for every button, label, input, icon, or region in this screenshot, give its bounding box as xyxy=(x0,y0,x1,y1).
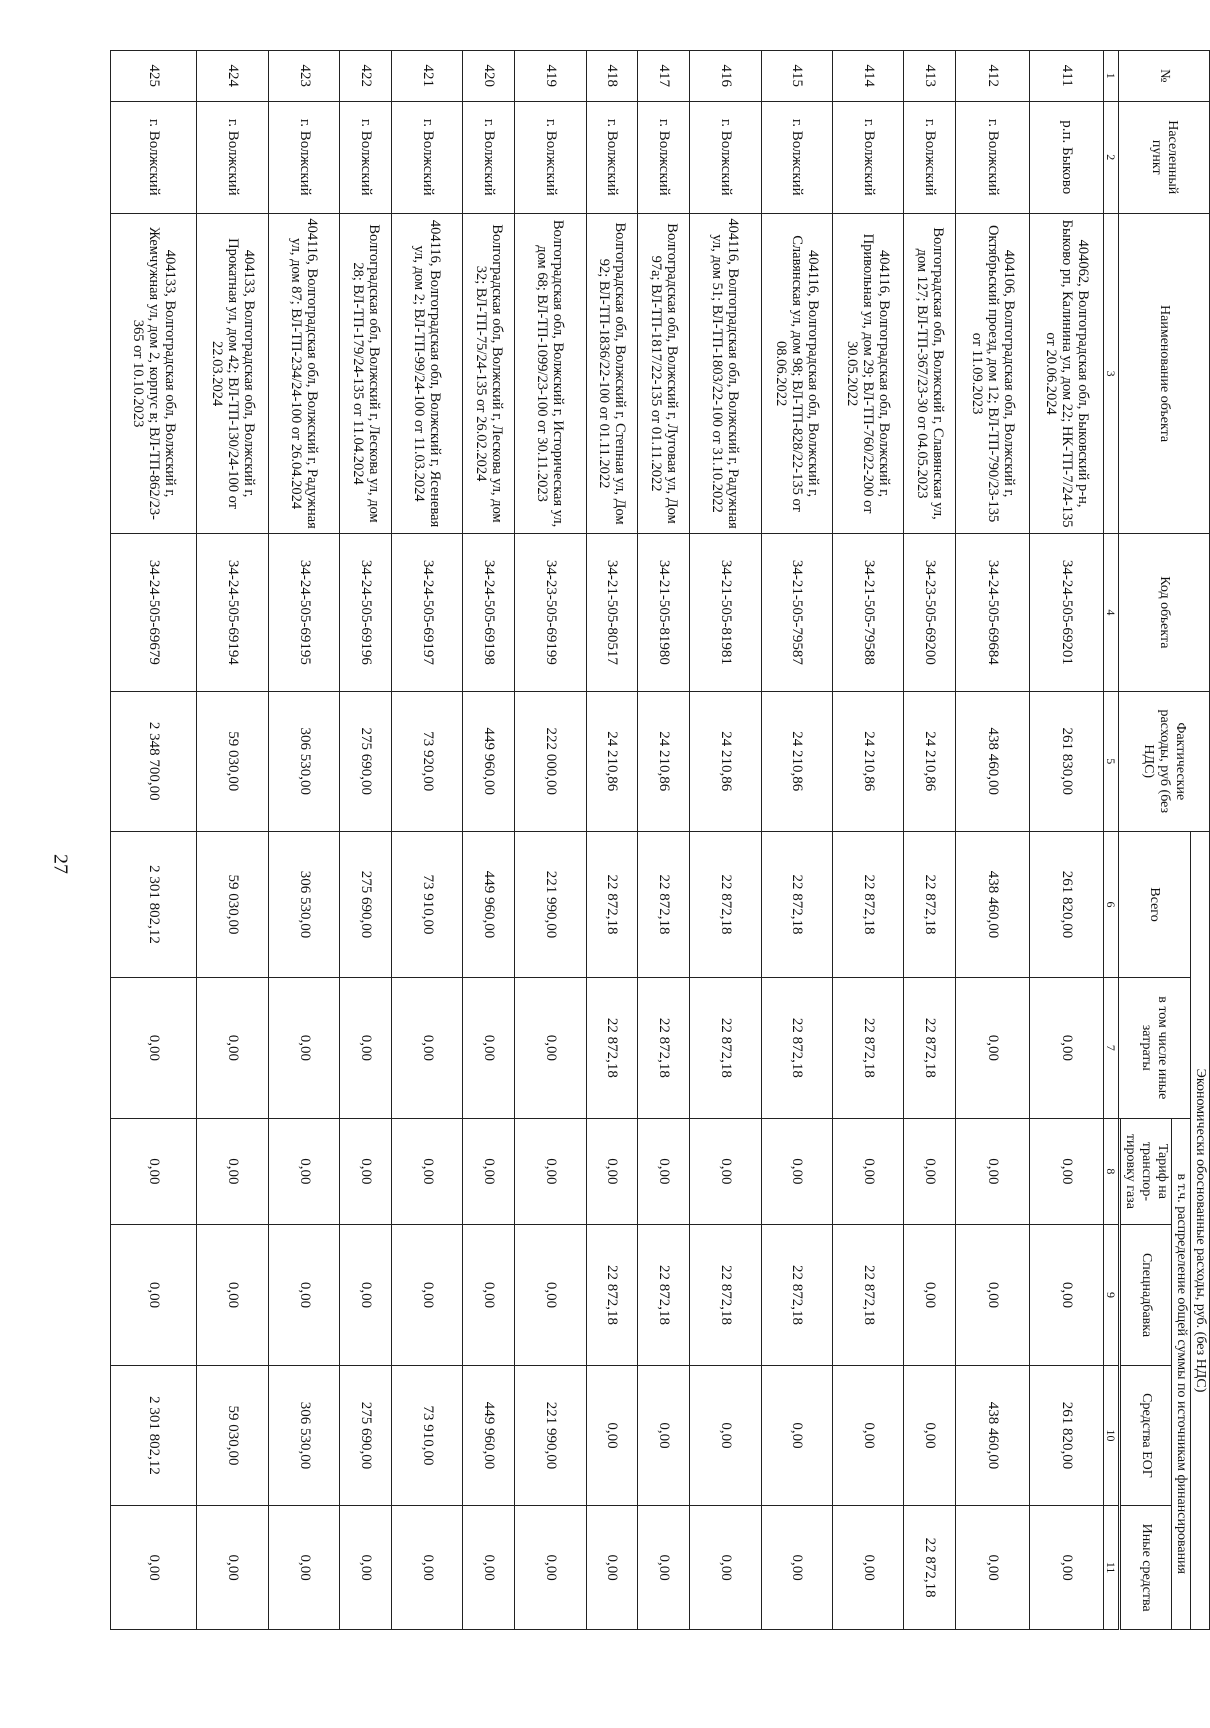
row-number: 411 xyxy=(1030,51,1104,102)
other-funds-cell: 0,00 xyxy=(111,1506,197,1630)
column-index-row xyxy=(1104,51,1119,1630)
eog-cell: 306 530,00 xyxy=(268,1365,339,1505)
table-row xyxy=(1030,51,1104,1630)
tariff-cell: 0,00 xyxy=(463,1118,515,1225)
other-funds-cell: 22 872,18 xyxy=(904,1506,956,1630)
row-number: 417 xyxy=(638,51,690,102)
other-costs-cell: 22 872,18 xyxy=(690,978,761,1118)
total-cell: 22 872,18 xyxy=(638,832,690,978)
header-surcharge: Спецнадбавка xyxy=(1121,1225,1172,1365)
other-funds-cell: 0,00 xyxy=(463,1506,515,1630)
actual-expenses-cell: 449 960,00 xyxy=(463,691,515,831)
settlement-cell: г. Волжский xyxy=(340,101,392,213)
column-index: 1 xyxy=(1104,51,1119,102)
table-row xyxy=(111,51,197,1630)
settlement-cell: р.п. Быково xyxy=(1030,101,1104,213)
row-number: 422 xyxy=(340,51,392,102)
actual-expenses-cell: 275 690,00 xyxy=(340,691,392,831)
tariff-cell: 0,00 xyxy=(638,1118,690,1225)
object-name-cell: 404062, Волгоградская обл, Быковский р-н, Быково рп, Калинина ул, дом 22; НК-ТП-7/24-135 от 20.06.2024 xyxy=(1030,213,1104,533)
other-funds-cell: 0,00 xyxy=(1030,1506,1104,1630)
actual-expenses-cell: 24 210,86 xyxy=(904,691,956,831)
object-name-cell: Волгоградская обл, Волжский г, Степная ул, Дом 92; ВЛ-ТП-1836/22-100 от 01.11.2022 xyxy=(586,213,638,533)
object-code-cell: 34-23-505-69200 xyxy=(904,534,956,691)
other-funds-cell: 0,00 xyxy=(761,1506,832,1630)
total-cell: 22 872,18 xyxy=(586,832,638,978)
column-index: 4 xyxy=(1104,534,1119,691)
tariff-cell: 0,00 xyxy=(690,1118,761,1225)
settlement-cell: г. Волжский xyxy=(761,101,832,213)
eog-cell: 59 030,00 xyxy=(197,1365,268,1505)
surcharge-cell: 0,00 xyxy=(515,1225,586,1365)
actual-expenses-cell: 222 000,00 xyxy=(515,691,586,831)
settlement-cell: г. Волжский xyxy=(515,101,586,213)
object-code-cell: 34-21-505-80517 xyxy=(586,534,638,691)
object-name-cell: 404106, Волгоградская обл, Волжский г, Октябрьский проезд, дом 12; ВЛ-ТП-790/23-135 от 11.09.2023 xyxy=(956,213,1030,533)
object-name-cell: Волгоградская обл, Волжский г, Лескова ул, дом 28; ВЛ-ТП-179/24-135 от 11.04.2024 xyxy=(340,213,392,533)
other-costs-cell: 0,00 xyxy=(268,978,339,1118)
object-name-cell: Волгоградская обл, Волжский г, Лескова ул, дом 32; ВЛ-ТП-75/24-135 от 26.02.2024 xyxy=(463,213,515,533)
total-cell: 22 872,18 xyxy=(690,832,761,978)
object-name-cell: Волгоградская обл, Волжский г, Луговая ул, Дом 97а; ВЛ-ТП-1817/22-135 от 01.11.2022 xyxy=(638,213,690,533)
other-costs-cell: 0,00 xyxy=(463,978,515,1118)
tariff-cell: 0,00 xyxy=(904,1118,956,1225)
column-index: 6 xyxy=(1104,832,1119,978)
actual-expenses-cell: 24 210,86 xyxy=(761,691,832,831)
eog-cell: 0,00 xyxy=(586,1365,638,1505)
tariff-cell: 0,00 xyxy=(391,1118,462,1225)
row-number: 423 xyxy=(268,51,339,102)
other-funds-cell: 0,00 xyxy=(956,1506,1030,1630)
other-costs-cell: 22 872,18 xyxy=(761,978,832,1118)
table-row xyxy=(761,51,832,1630)
row-number: 424 xyxy=(197,51,268,102)
table-row xyxy=(515,51,586,1630)
surcharge-cell: 0,00 xyxy=(463,1225,515,1365)
actual-expenses-cell: 24 210,86 xyxy=(638,691,690,831)
actual-expenses-cell: 24 210,86 xyxy=(586,691,638,831)
eog-cell: 221 990,00 xyxy=(515,1365,586,1505)
other-funds-cell: 0,00 xyxy=(515,1506,586,1630)
settlement-cell: г. Волжский xyxy=(111,101,197,213)
table-row xyxy=(904,51,956,1630)
object-code-cell: 34-24-505-69197 xyxy=(391,534,462,691)
object-code-cell: 34-21-505-81981 xyxy=(690,534,761,691)
actual-expenses-cell: 2 348 700,00 xyxy=(111,691,197,831)
object-name-cell: 404133, Волгоградская обл, Волжский г, Жемчужная ул, дом 2, корпус в; ВЛ-ТП-862/23-365 от 10.10.2023 xyxy=(111,213,197,533)
total-cell: 221 990,00 xyxy=(515,832,586,978)
actual-expenses-cell: 261 830,00 xyxy=(1030,691,1104,831)
column-index: 2 xyxy=(1104,101,1119,213)
surcharge-cell: 0,00 xyxy=(956,1225,1030,1365)
other-costs-cell: 0,00 xyxy=(1030,978,1104,1118)
header-distribution: в т.ч. распределение общей суммы по источникам финансирования xyxy=(1172,1118,1191,1629)
tariff-cell: 0,00 xyxy=(340,1118,392,1225)
total-cell: 261 820,00 xyxy=(1030,832,1104,978)
eog-cell: 275 690,00 xyxy=(340,1365,392,1505)
table-row xyxy=(586,51,638,1630)
total-cell: 275 690,00 xyxy=(340,832,392,978)
eog-cell: 261 820,00 xyxy=(1030,1365,1104,1505)
tariff-cell: 0,00 xyxy=(761,1118,832,1225)
surcharge-cell: 0,00 xyxy=(391,1225,462,1365)
settlement-cell: г. Волжский xyxy=(463,101,515,213)
other-costs-cell: 0,00 xyxy=(111,978,197,1118)
object-name-cell: 404116, Волгоградская обл, Волжский г, Радужная ул, дом 87; ВЛ-ТП-234/24-100 от 26.04.2024 xyxy=(268,213,339,533)
object-code-cell: 34-21-505-81980 xyxy=(638,534,690,691)
settlement-cell: г. Волжский xyxy=(833,101,904,213)
object-code-cell: 34-21-505-79588 xyxy=(833,534,904,691)
object-name-cell: 404116, Волгоградская обл, Волжский г, Ясеневая ул, дом 2; ВЛ-ТП-99/24-100 от 11.03.2024 xyxy=(391,213,462,533)
eog-cell: 0,00 xyxy=(690,1365,761,1505)
row-number: 416 xyxy=(690,51,761,102)
header-economic-expenses: Экономически обоснованные расходы, руб. (без НДС) xyxy=(1191,832,1210,1630)
row-number: 418 xyxy=(586,51,638,102)
column-index: 5 xyxy=(1104,691,1119,831)
settlement-cell: г. Волжский xyxy=(956,101,1030,213)
row-number: 415 xyxy=(761,51,832,102)
object-name-cell: 404116, Волгоградская обл, Волжский г, Привольная ул, дом 29; ВЛ-ТП-760/22-200 от 30.05.2022 xyxy=(833,213,904,533)
object-name-cell: Волгоградская обл, Волжский г, Историческая ул, дом 68; ВЛ-ТП-1099/23-100 от 30.11.2023 xyxy=(515,213,586,533)
eog-cell: 2 301 802,12 xyxy=(111,1365,197,1505)
column-index: 8 xyxy=(1104,1118,1119,1225)
surcharge-cell: 22 872,18 xyxy=(833,1225,904,1365)
eog-cell: 0,00 xyxy=(638,1365,690,1505)
other-funds-cell: 0,00 xyxy=(391,1506,462,1630)
table-row xyxy=(391,51,462,1630)
expenses-table xyxy=(110,50,1210,1630)
total-cell: 22 872,18 xyxy=(904,832,956,978)
total-cell: 22 872,18 xyxy=(761,832,832,978)
object-code-cell: 34-24-505-69198 xyxy=(463,534,515,691)
table-body xyxy=(111,51,1104,1630)
tariff-cell: 0,00 xyxy=(515,1118,586,1225)
header-num: № xyxy=(1119,51,1210,102)
tariff-cell: 0,00 xyxy=(197,1118,268,1225)
column-index: 11 xyxy=(1104,1506,1119,1630)
header-eog: Средства ЕОГ xyxy=(1121,1365,1172,1505)
surcharge-cell: 0,00 xyxy=(111,1225,197,1365)
column-index: 9 xyxy=(1104,1225,1119,1365)
settlement-cell: г. Волжский xyxy=(904,101,956,213)
surcharge-cell: 0,00 xyxy=(268,1225,339,1365)
page-number: 27 xyxy=(49,854,72,874)
object-code-cell: 34-24-505-69195 xyxy=(268,534,339,691)
object-name-cell: 404116, Волгоградская обл, Волжский г, Славянская ул, дом 98; ВЛ-ТП-828/22-135 от 08.06.2022 xyxy=(761,213,832,533)
total-cell: 449 960,00 xyxy=(463,832,515,978)
other-funds-cell: 0,00 xyxy=(197,1506,268,1630)
surcharge-cell: 22 872,18 xyxy=(690,1225,761,1365)
other-funds-cell: 0,00 xyxy=(690,1506,761,1630)
column-index: 3 xyxy=(1104,213,1119,533)
header-object-name: Наименование объекта xyxy=(1119,213,1210,533)
eog-cell: 0,00 xyxy=(761,1365,832,1505)
surcharge-cell: 0,00 xyxy=(197,1225,268,1365)
tariff-cell: 0,00 xyxy=(1030,1118,1104,1225)
eog-cell: 0,00 xyxy=(904,1365,956,1505)
table-row xyxy=(463,51,515,1630)
row-number: 420 xyxy=(463,51,515,102)
object-name-cell: 404133, Волгоградская обл, Волжский г, Прокатная ул, дом 42; ВЛ-ТП-130/24-100 от 22.03.2024 xyxy=(197,213,268,533)
object-name-cell: Волгоградская обл, Волжский г, Славянская ул, дом 127; ВЛ-ТП-367/23-30 от 04.05.2023 xyxy=(904,213,956,533)
column-index: 10 xyxy=(1104,1365,1119,1505)
column-index: 7 xyxy=(1104,978,1119,1118)
surcharge-cell: 22 872,18 xyxy=(638,1225,690,1365)
other-funds-cell: 0,00 xyxy=(586,1506,638,1630)
object-name-cell: 404116, Волгоградская обл, Волжский г, Радужная ул, дом 51; ВЛ-ТП-1803/22-100 от 31.10.2022 xyxy=(690,213,761,533)
tariff-cell: 0,00 xyxy=(268,1118,339,1225)
settlement-cell: г. Волжский xyxy=(391,101,462,213)
rotated-table-container xyxy=(110,50,1210,1630)
table-header xyxy=(1104,51,1210,1630)
object-code-cell: 34-24-505-69684 xyxy=(956,534,1030,691)
table-row xyxy=(340,51,392,1630)
header-object-code: Код объекта xyxy=(1119,534,1210,691)
surcharge-cell: 22 872,18 xyxy=(586,1225,638,1365)
other-costs-cell: 22 872,18 xyxy=(833,978,904,1118)
header-total: Всего xyxy=(1119,832,1191,978)
total-cell: 2 301 802,12 xyxy=(111,832,197,978)
table-row xyxy=(833,51,904,1630)
other-costs-cell: 22 872,18 xyxy=(904,978,956,1118)
other-funds-cell: 0,00 xyxy=(833,1506,904,1630)
settlement-cell: г. Волжский xyxy=(197,101,268,213)
settlement-cell: г. Волжский xyxy=(690,101,761,213)
surcharge-cell: 0,00 xyxy=(1030,1225,1104,1365)
eog-cell: 73 910,00 xyxy=(391,1365,462,1505)
object-code-cell: 34-23-505-69199 xyxy=(515,534,586,691)
actual-expenses-cell: 24 210,86 xyxy=(690,691,761,831)
eog-cell: 0,00 xyxy=(833,1365,904,1505)
actual-expenses-cell: 73 920,00 xyxy=(391,691,462,831)
header-other-funds: Иные средства xyxy=(1121,1506,1172,1630)
other-funds-cell: 0,00 xyxy=(340,1506,392,1630)
other-funds-cell: 0,00 xyxy=(268,1506,339,1630)
row-number: 419 xyxy=(515,51,586,102)
object-code-cell: 34-24-505-69194 xyxy=(197,534,268,691)
eog-cell: 438 460,00 xyxy=(956,1365,1030,1505)
surcharge-cell: 22 872,18 xyxy=(761,1225,832,1365)
row-number: 413 xyxy=(904,51,956,102)
header-settlement: Населенный пункт xyxy=(1119,101,1210,213)
row-number: 421 xyxy=(391,51,462,102)
object-code-cell: 34-24-505-69196 xyxy=(340,534,392,691)
row-number: 425 xyxy=(111,51,197,102)
row-number: 414 xyxy=(833,51,904,102)
header-tariff: Тариф на транспор-тировку газа xyxy=(1121,1118,1172,1225)
object-code-cell: 34-21-505-79587 xyxy=(761,534,832,691)
other-costs-cell: 0,00 xyxy=(956,978,1030,1118)
table-row xyxy=(197,51,268,1630)
other-costs-cell: 0,00 xyxy=(197,978,268,1118)
actual-expenses-cell: 306 530,00 xyxy=(268,691,339,831)
table-row xyxy=(690,51,761,1630)
table-row xyxy=(956,51,1030,1630)
other-costs-cell: 0,00 xyxy=(515,978,586,1118)
total-cell: 73 910,00 xyxy=(391,832,462,978)
settlement-cell: г. Волжский xyxy=(586,101,638,213)
settlement-cell: г. Волжский xyxy=(268,101,339,213)
actual-expenses-cell: 59 030,00 xyxy=(197,691,268,831)
other-costs-cell: 22 872,18 xyxy=(586,978,638,1118)
object-code-cell: 34-24-505-69201 xyxy=(1030,534,1104,691)
other-costs-cell: 0,00 xyxy=(391,978,462,1118)
table-row xyxy=(268,51,339,1630)
surcharge-cell: 0,00 xyxy=(904,1225,956,1365)
settlement-cell: г. Волжский xyxy=(638,101,690,213)
table-row xyxy=(638,51,690,1630)
header-actual-expenses: Фактические расходы, руб (без НДС) xyxy=(1119,691,1210,831)
actual-expenses-cell: 438 460,00 xyxy=(956,691,1030,831)
tariff-cell: 0,00 xyxy=(111,1118,197,1225)
total-cell: 22 872,18 xyxy=(833,832,904,978)
object-code-cell: 34-24-505-69679 xyxy=(111,534,197,691)
eog-cell: 449 960,00 xyxy=(463,1365,515,1505)
surcharge-cell: 0,00 xyxy=(340,1225,392,1365)
other-costs-cell: 22 872,18 xyxy=(638,978,690,1118)
tariff-cell: 0,00 xyxy=(956,1118,1030,1225)
other-funds-cell: 0,00 xyxy=(638,1506,690,1630)
actual-expenses-cell: 24 210,86 xyxy=(833,691,904,831)
total-cell: 438 460,00 xyxy=(956,832,1030,978)
total-cell: 306 530,00 xyxy=(268,832,339,978)
row-number: 412 xyxy=(956,51,1030,102)
tariff-cell: 0,00 xyxy=(586,1118,638,1225)
total-cell: 59 030,00 xyxy=(197,832,268,978)
tariff-cell: 0,00 xyxy=(833,1118,904,1225)
header-incl-other: в том числе иные затраты xyxy=(1119,978,1191,1118)
other-costs-cell: 0,00 xyxy=(340,978,392,1118)
